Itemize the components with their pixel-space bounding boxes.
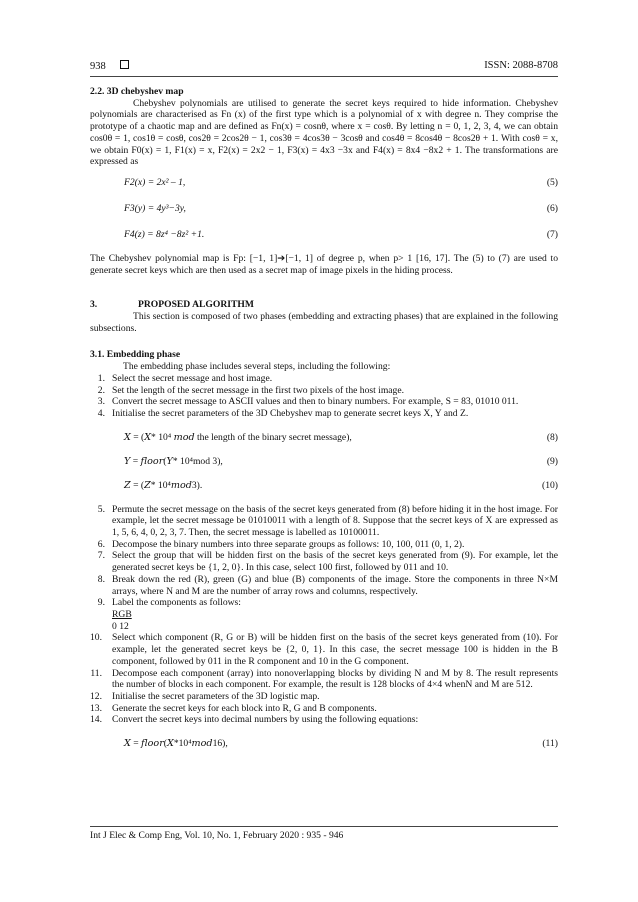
list-item-text: Initialise the secret parameters of the 3D Chebyshev map to generate secret keys X, Y and Z. [112, 407, 469, 419]
rgb-values: 0 12 [112, 620, 129, 632]
equation-7-number: (7) [546, 228, 558, 240]
list-item [90, 539, 558, 551]
list-item-text: Set the length of the secret message in the first two pixels of the host image. [112, 384, 405, 396]
list-item-text: Break down the red (R), green (G) and blue (B) components of the image. Store the components in three N×M arrays, where N and M are the number of array rows and columns, respectively. [112, 573, 558, 597]
list-item-text: Permute the secret message on the basis of the secret keys generated from (8) before hiding it in the host image. For example, let the secret message be 01010011 with a length of 8. Suppose that the secret keys of X are expressed as 1, 5, 6, 4, 0, 2, 3, 7. Then, the secret message is labelled as 10100011. [112, 503, 558, 539]
list-item [90, 691, 558, 703]
list-item-text: Select which component (R, G or B) will be hidden first on the basis of the secret keys generated from (10). For example, let the generated secret keys be {2, 0, 1}. In this case, the secret message 100 is hidden in the B component, followed by 011 in the R component and 10 in the G component. [112, 632, 558, 667]
body-content [90, 83, 558, 750]
equation-8 [90, 432, 558, 444]
section-3-1-intro: The embedding phase includes several steps, including the following: [123, 361, 391, 373]
list-item [90, 574, 558, 597]
list-item-number: 11. [90, 667, 102, 679]
equation-5-number: (5) [546, 176, 558, 188]
list-item-number: 9. [97, 597, 105, 609]
page-number: 938 [90, 61, 106, 72]
page-header [90, 60, 558, 77]
equation-7 [90, 229, 558, 241]
section-3-title: PROPOSED ALGORITHM [138, 299, 254, 311]
list-item-number: 3. [97, 396, 105, 408]
section-3-heading [90, 299, 558, 311]
checkbox-square-icon [120, 60, 129, 69]
list-item [90, 597, 558, 609]
equation-9-text: 𝑌 = 𝑓𝑙𝑜𝑜𝑟(𝑌* 10⁴mod 3), [124, 455, 223, 467]
list-item-text: Decompose the binary numbers into three separate groups as follows: 10, 100, 011 (0, 1, 2). [112, 538, 465, 550]
equation-10-number: (10) [542, 479, 558, 491]
equation-7-text: F4(z) = 8z⁴ −8z² +1. [124, 228, 205, 240]
section-3-1-heading: 3.1. Embedding phase [90, 349, 181, 361]
page-footer: Int J Elec & Comp Eng, Vol. 10, No. 1, February 2020 : 935 - 946 [90, 826, 558, 841]
list-item-number: 12. [90, 690, 102, 702]
list-item-text: Select the secret message and host image. [112, 372, 273, 384]
rgb-label-block [90, 609, 558, 632]
list-item [90, 632, 558, 667]
equation-10-text: 𝑍 = (𝑍* 10⁴𝑚𝑜𝑑3). [124, 479, 203, 491]
list-item [90, 396, 558, 408]
equation-6 [90, 203, 558, 215]
equation-10 [90, 480, 558, 492]
equation-11-text: 𝑋 = 𝑓𝑙𝑜𝑜𝑟(𝑋*10⁴𝑚𝑜𝑑16), [124, 738, 228, 750]
equation-9-number: (9) [546, 455, 558, 467]
rgb-label: RGB [112, 608, 132, 620]
list-item-number: 10. [90, 632, 102, 644]
list-item [90, 703, 558, 715]
list-item-number: 13. [90, 702, 102, 714]
section-3-number: 3. [90, 299, 98, 311]
list-item-number: 8. [97, 573, 105, 585]
list-item [90, 408, 558, 420]
list-item-number: 4. [97, 407, 105, 419]
list-item [90, 385, 558, 397]
steps-list-b [90, 504, 558, 609]
list-item [90, 714, 558, 726]
list-item [90, 668, 558, 691]
equation-8-text: 𝑋 = (𝑋* 10⁴ 𝑚𝑜𝑑 the length of the binary secret message), [124, 431, 352, 443]
list-item-number: 7. [97, 550, 105, 562]
list-item-text: Generate the secret keys for each block into R, G and B components. [112, 702, 377, 714]
list-item-number: 2. [97, 384, 105, 396]
issn-label: ISSN: 2088-8708 [484, 60, 558, 71]
list-item-text: Select the group that will be hidden first on the basis of the secret keys generated from (9). For example, let the generated secret keys be {1, 2, 0}. In this case, select 100 first, followed by 011 and 10. [112, 550, 558, 574]
list-item-number: 14. [90, 714, 102, 726]
list-item-text: Label the components as follows: [112, 597, 241, 609]
list-item [90, 373, 558, 385]
section-3-intro: This section is composed of two phases (embedding and extracting phases) that are explained in the following subsections. [90, 311, 558, 334]
equation-11-number: (11) [542, 738, 558, 750]
steps-list-a [90, 373, 558, 420]
equation-6-number: (6) [546, 202, 558, 214]
section-2-2-paragraph: Chebyshev polynomials are utilised to generate the secret keys required to hide information. Chebyshev polynomials are characterised as Fn (x) of the first type which is a polynomial of x with degree n. They comprise the prototype of a chaotic map and are defined as Fn(x) = cosnθ, where x = cosθ. By letting n = 0, 1, 2, 3, 4, we can obtain cos0θ = 1, cos1θ = cosθ, cos2θ = 2cos2θ − 1, cos3θ = 4cos3θ − 3cosθ and cos4θ = 8cos4θ − 8cos2θ + 1. With cosθ = x, we obtain F0(x) = 1, F1(x) = x, F2(x) = 2x2 − 1, F3(x) = 4x3 −3x and F4(x) = 8x4 −8x2 + 1. The transformations are expressed as [90, 97, 558, 168]
list-item-text: Convert the secret message to ASCII values and then to binary numbers. For example, S = 83, 01010 011. [112, 396, 519, 408]
header-page-number-group [90, 60, 129, 72]
list-item-text: Decompose each component (array) into nonoverlapping blocks by dividing N and M by 8. The result represents the number of blocks in each component. For example, the result is 128 blocks of 4×4 whenN and M are 512. [112, 667, 558, 691]
equation-5-text: F2(x) = 2x² – 1, [124, 176, 186, 188]
list-item-number: 1. [97, 372, 105, 384]
equation-5 [90, 177, 558, 189]
list-item-text: Convert the secret keys into decimal numbers by using the following equations: [112, 714, 419, 726]
list-item-text: Initialise the secret parameters of the 3D logistic map. [112, 690, 320, 702]
list-item [90, 504, 558, 539]
equation-6-text: F3(y) = 4y³−3y, [124, 202, 186, 214]
equation-11 [90, 738, 558, 750]
equation-9 [90, 456, 558, 468]
equation-8-number: (8) [546, 431, 558, 443]
list-item [90, 550, 558, 573]
chebyshev-map-paragraph: The Chebyshev polynomial map is Fp: [−1, 1]➔[−1, 1] of degree p, when p> 1 [16, 17]. The (5) to (7) are used to generate secret keys which are then used as a secret map of image pixels in the hiding process. [90, 252, 558, 276]
steps-list-c [90, 632, 558, 726]
list-item-number: 6. [97, 538, 105, 550]
section-2-2-heading: 2.2. 3D chebyshev map [90, 86, 184, 97]
list-item-number: 5. [97, 503, 105, 515]
